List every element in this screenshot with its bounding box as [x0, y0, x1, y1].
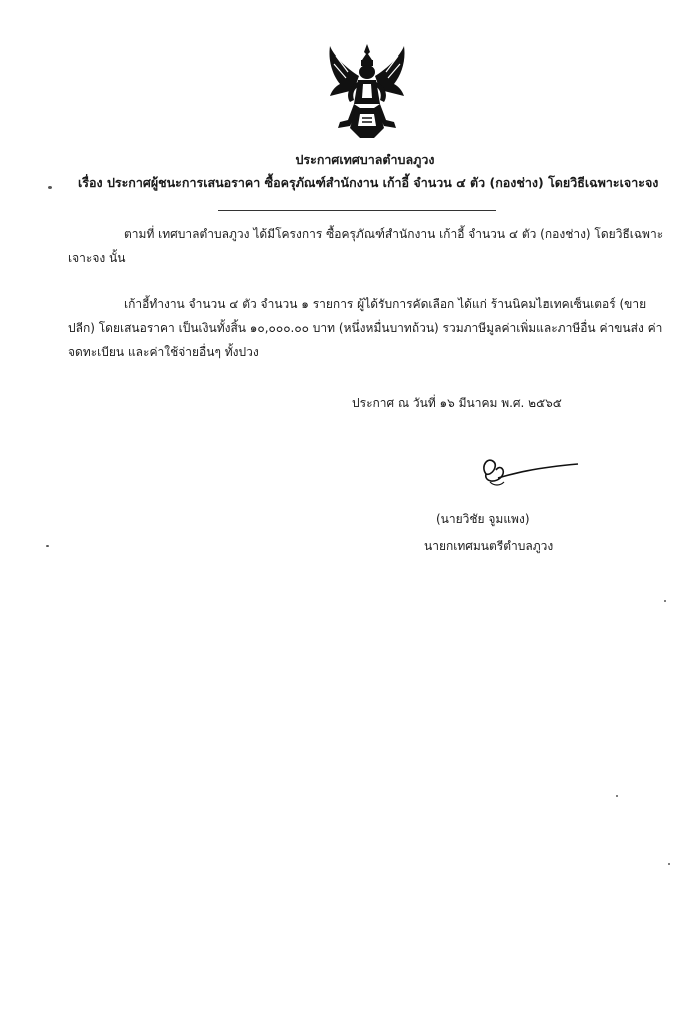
organization-title: ประกาศเทศบาลตำบลภูวง	[295, 152, 435, 167]
signature-icon	[472, 452, 582, 492]
signer-position: นายกเทศมนตรีตำบลภูวง	[424, 539, 554, 553]
scan-speck	[46, 545, 49, 547]
paragraph-1: ตามที่ เทศบาลตำบลภูวง ได้มีโครงการ ซื้อครุภัณฑ์สำนักงาน เก้าอี้ จำนวน ๔ ตัว (กองช่าง) โดยวิธีเฉพาะเจาะจง นั้น	[68, 227, 664, 265]
signer-name: (นายวิชัย จูมแพง)	[436, 512, 530, 526]
announcement-date: ประกาศ ณ วันที่ ๑๖ มีนาคม พ.ศ. ๒๕๖๕	[352, 396, 562, 410]
scan-speck	[664, 600, 666, 602]
garuda-emblem-icon	[326, 42, 408, 142]
scan-speck	[616, 795, 618, 797]
divider	[218, 210, 496, 211]
subject-line: เรื่อง ประกาศผู้ชนะการเสนอราคา ซื้อครุภัณฑ์สำนักงาน เก้าอี้ จำนวน ๔ ตัว (กองช่าง) โดยวิธีเฉพาะเจาะจง	[78, 175, 659, 190]
paragraph-2: เก้าอี้ทำงาน จำนวน ๔ ตัว จำนวน ๑ รายการ ผู้ได้รับการคัดเลือก ได้แก่ ร้านนิคมไฮเทคเซ็นเตอร์ (ขายปลีก) โดยเสนอราคา เป็นเงินทั้งสิ้น ๑๐,๐๐๐.๐๐ บาท (หนึ่งหมื่นบาทถ้วน) รวมภาษีมูลค่าเพิ่มและภาษีอื่น ค่าขนส่ง ค่าจดทะเบียน และค่าใช้จ่ายอื่นๆ ทั้งปวง	[68, 297, 663, 359]
scan-speck	[668, 863, 670, 865]
scan-speck	[48, 186, 52, 189]
